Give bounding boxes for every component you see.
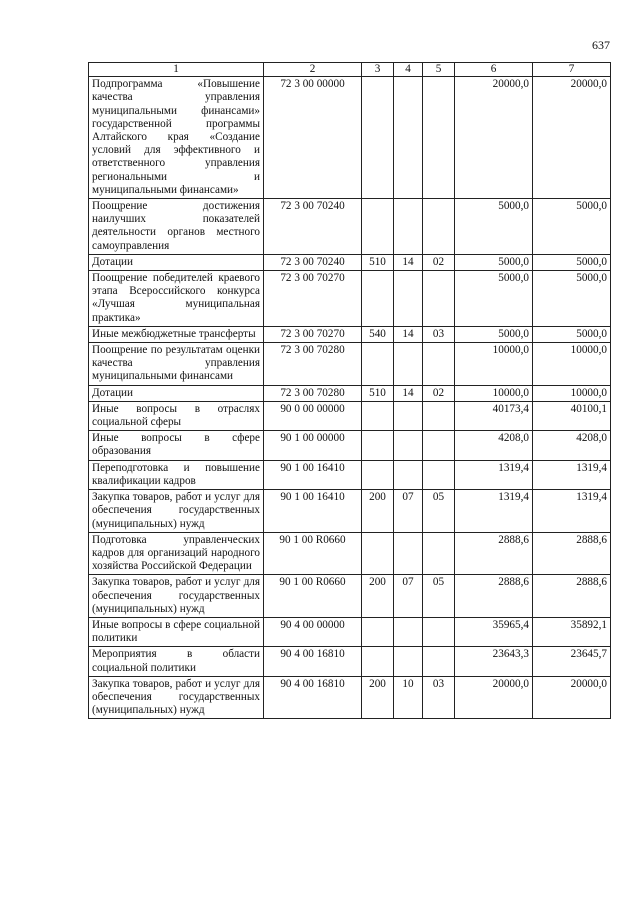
row-rz-cell — [394, 199, 423, 255]
column-header-6: 6 — [455, 63, 533, 77]
table-row — [89, 532, 611, 575]
row-name-cell: Иные вопросы в сфере образования — [89, 431, 264, 460]
row-sum2-cell: 10000,0 — [533, 343, 611, 386]
row-sum1-cell: 35965,4 — [455, 617, 533, 646]
row-sum1-cell: 40173,4 — [455, 401, 533, 430]
row-csr-cell: 72 3 00 70280 — [264, 385, 362, 401]
row-csr-cell: 72 3 00 70240 — [264, 254, 362, 270]
row-rz-cell — [394, 617, 423, 646]
row-rz-cell: 07 — [394, 490, 423, 533]
row-pr-cell — [423, 77, 455, 199]
row-sum1-cell: 1319,4 — [455, 490, 533, 533]
row-rz-cell — [394, 401, 423, 430]
row-vr-cell — [362, 460, 394, 489]
row-csr-cell: 90 4 00 16810 — [264, 647, 362, 676]
row-rz-cell — [394, 77, 423, 199]
row-pr-cell — [423, 617, 455, 646]
row-pr-cell — [423, 431, 455, 460]
row-vr-cell: 200 — [362, 676, 394, 719]
row-vr-cell — [362, 647, 394, 676]
row-name-cell: Закупка товаров, работ и услуг для обеспечения государственных (муниципальных) нужд — [89, 490, 264, 533]
row-sum1-cell: 2888,6 — [455, 532, 533, 575]
row-sum1-cell: 4208,0 — [455, 431, 533, 460]
row-name-cell: Иные вопросы в отраслях социальной сферы — [89, 401, 264, 430]
row-pr-cell — [423, 271, 455, 327]
row-pr-cell: 02 — [423, 385, 455, 401]
column-header-3: 3 — [362, 63, 394, 77]
column-header-4: 4 — [394, 63, 423, 77]
row-sum2-cell: 20000,0 — [533, 676, 611, 719]
row-sum2-cell: 4208,0 — [533, 431, 611, 460]
row-sum2-cell: 5000,0 — [533, 326, 611, 342]
table-row — [89, 647, 611, 676]
row-rz-cell: 14 — [394, 254, 423, 270]
budget-table — [88, 62, 611, 719]
row-sum2-cell: 20000,0 — [533, 77, 611, 199]
row-name-cell: Закупка товаров, работ и услуг для обеспечения государственных (муниципальных) нужд — [89, 575, 264, 618]
row-rz-cell: 10 — [394, 676, 423, 719]
row-csr-cell: 90 1 00 16410 — [264, 460, 362, 489]
row-vr-cell — [362, 401, 394, 430]
row-csr-cell: 72 3 00 70270 — [264, 271, 362, 327]
row-rz-cell: 14 — [394, 385, 423, 401]
row-csr-cell: 90 4 00 00000 — [264, 617, 362, 646]
page-number: 637 — [592, 38, 610, 52]
row-vr-cell — [362, 343, 394, 386]
table-row — [89, 326, 611, 342]
row-sum2-cell: 35892,1 — [533, 617, 611, 646]
row-name-cell: Подпрограмма «Повышение качества управления муниципальными финансами» государственной программы Алтайского края «Создание условий для эффективного и ответственного управления региональными и муниципальными финансами» — [89, 77, 264, 199]
column-header-1: 1 — [89, 63, 264, 77]
row-csr-cell: 90 1 00 R0660 — [264, 575, 362, 618]
table-row — [89, 575, 611, 618]
row-sum2-cell: 40100,1 — [533, 401, 611, 430]
row-name-cell: Поощрение победителей краевого этапа Всероссийского конкурса «Лучшая муниципальная практика» — [89, 271, 264, 327]
row-vr-cell — [362, 431, 394, 460]
row-pr-cell — [423, 199, 455, 255]
row-pr-cell — [423, 343, 455, 386]
row-sum1-cell: 20000,0 — [455, 676, 533, 719]
row-pr-cell: 05 — [423, 490, 455, 533]
row-name-cell: Переподготовка и повышение квалификации кадров — [89, 460, 264, 489]
row-csr-cell: 72 3 00 00000 — [264, 77, 362, 199]
row-sum1-cell: 1319,4 — [455, 460, 533, 489]
row-rz-cell — [394, 271, 423, 327]
row-rz-cell — [394, 431, 423, 460]
row-vr-cell — [362, 532, 394, 575]
row-sum1-cell: 2888,6 — [455, 575, 533, 618]
row-rz-cell — [394, 647, 423, 676]
table-row — [89, 460, 611, 489]
row-vr-cell — [362, 199, 394, 255]
row-csr-cell: 72 3 00 70280 — [264, 343, 362, 386]
table-row — [89, 617, 611, 646]
row-pr-cell — [423, 532, 455, 575]
row-rz-cell — [394, 343, 423, 386]
table-row — [89, 385, 611, 401]
column-header-2: 2 — [264, 63, 362, 77]
row-vr-cell — [362, 77, 394, 199]
row-sum2-cell: 23645,7 — [533, 647, 611, 676]
row-vr-cell: 200 — [362, 575, 394, 618]
table-row — [89, 77, 611, 199]
row-vr-cell — [362, 271, 394, 327]
row-vr-cell — [362, 617, 394, 646]
row-name-cell: Иные межбюджетные трансферты — [89, 326, 264, 342]
row-sum2-cell: 10000,0 — [533, 385, 611, 401]
row-csr-cell: 90 1 00 R0660 — [264, 532, 362, 575]
row-csr-cell: 90 1 00 00000 — [264, 431, 362, 460]
table-row — [89, 254, 611, 270]
table-header-row — [89, 63, 611, 77]
row-name-cell: Мероприятия в области социальной политики — [89, 647, 264, 676]
row-name-cell: Закупка товаров, работ и услуг для обеспечения государственных (муниципальных) нужд — [89, 676, 264, 719]
row-rz-cell: 07 — [394, 575, 423, 618]
row-pr-cell: 03 — [423, 676, 455, 719]
row-pr-cell — [423, 401, 455, 430]
row-sum1-cell: 10000,0 — [455, 385, 533, 401]
row-pr-cell — [423, 460, 455, 489]
row-csr-cell: 90 1 00 16410 — [264, 490, 362, 533]
row-sum2-cell: 1319,4 — [533, 490, 611, 533]
row-csr-cell: 90 4 00 16810 — [264, 676, 362, 719]
table-row — [89, 676, 611, 719]
row-name-cell: Иные вопросы в сфере социальной политики — [89, 617, 264, 646]
row-sum2-cell: 2888,6 — [533, 532, 611, 575]
row-sum1-cell: 5000,0 — [455, 199, 533, 255]
row-rz-cell — [394, 532, 423, 575]
row-vr-cell: 510 — [362, 385, 394, 401]
table-row — [89, 199, 611, 255]
row-sum2-cell: 5000,0 — [533, 199, 611, 255]
row-pr-cell: 05 — [423, 575, 455, 618]
column-header-5: 5 — [423, 63, 455, 77]
row-rz-cell — [394, 460, 423, 489]
row-sum1-cell: 20000,0 — [455, 77, 533, 199]
row-vr-cell: 510 — [362, 254, 394, 270]
row-sum1-cell: 5000,0 — [455, 271, 533, 327]
row-name-cell: Поощрение достижения наилучших показателей деятельности органов местного самоуправления — [89, 199, 264, 255]
row-pr-cell: 02 — [423, 254, 455, 270]
row-csr-cell: 72 3 00 70240 — [264, 199, 362, 255]
row-sum1-cell: 5000,0 — [455, 326, 533, 342]
row-name-cell: Подготовка управленческих кадров для организаций народного хозяйства Российской Федерации — [89, 532, 264, 575]
row-sum1-cell: 23643,3 — [455, 647, 533, 676]
row-sum2-cell: 2888,6 — [533, 575, 611, 618]
row-pr-cell — [423, 647, 455, 676]
row-rz-cell: 14 — [394, 326, 423, 342]
table-body — [89, 77, 611, 719]
row-name-cell: Поощрение по результатам оценки качества управления муниципальными финансами — [89, 343, 264, 386]
row-vr-cell: 540 — [362, 326, 394, 342]
row-sum1-cell: 5000,0 — [455, 254, 533, 270]
column-header-7: 7 — [533, 63, 611, 77]
table-row — [89, 401, 611, 430]
row-sum2-cell: 5000,0 — [533, 271, 611, 327]
table-row — [89, 343, 611, 386]
row-sum2-cell: 1319,4 — [533, 460, 611, 489]
row-csr-cell: 90 0 00 00000 — [264, 401, 362, 430]
table-row — [89, 271, 611, 327]
row-name-cell: Дотации — [89, 385, 264, 401]
table-row — [89, 431, 611, 460]
row-pr-cell: 03 — [423, 326, 455, 342]
row-vr-cell: 200 — [362, 490, 394, 533]
row-sum2-cell: 5000,0 — [533, 254, 611, 270]
row-csr-cell: 72 3 00 70270 — [264, 326, 362, 342]
row-name-cell: Дотации — [89, 254, 264, 270]
table-row — [89, 490, 611, 533]
row-sum1-cell: 10000,0 — [455, 343, 533, 386]
